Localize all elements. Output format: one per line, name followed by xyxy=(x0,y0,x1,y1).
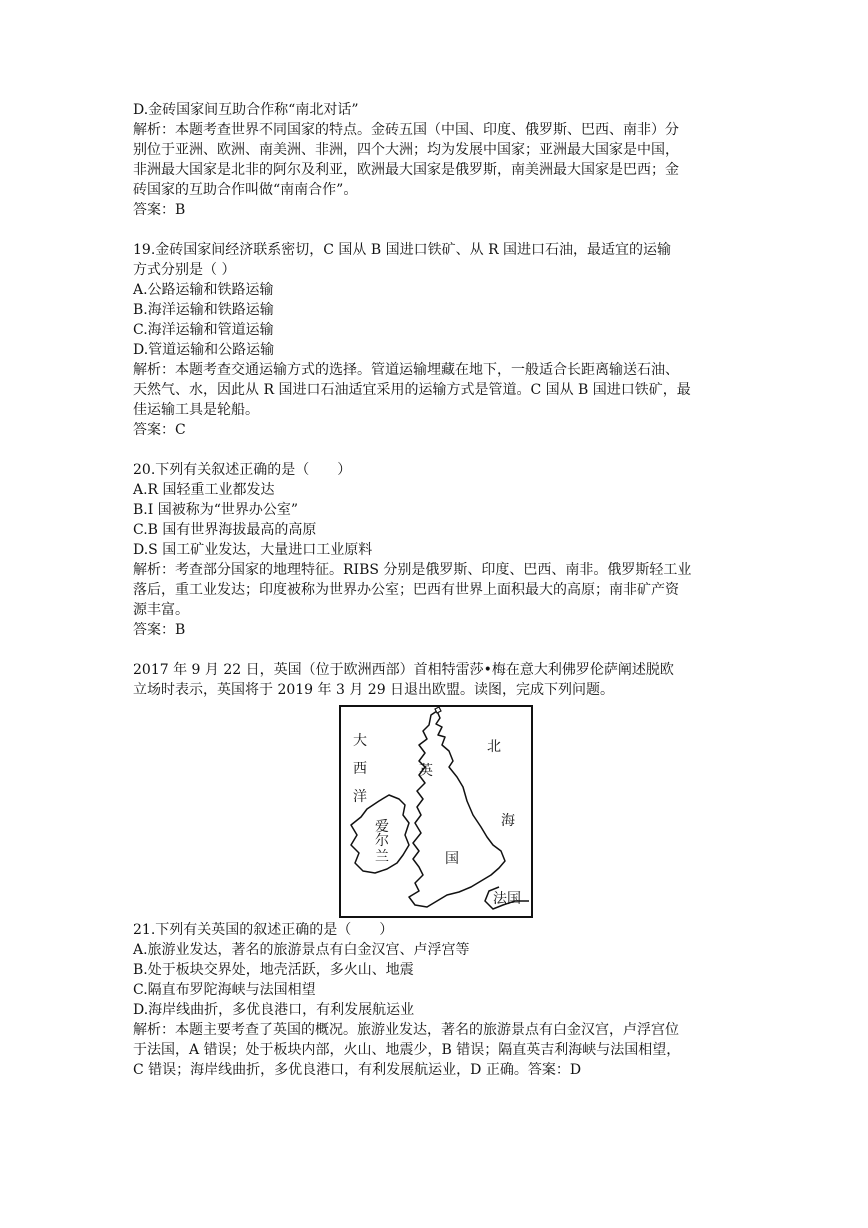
q19-answer: 答案：C xyxy=(133,422,186,438)
q19-analysis-line: 佳运输工具是轮船。 xyxy=(133,402,259,418)
uk-map-figure xyxy=(339,705,533,918)
q20-stem: 20.下列有关叙述正确的是（ ） xyxy=(133,462,352,478)
q19-option-b: B.海洋运输和铁路运输 xyxy=(133,302,274,318)
q18-answer: 答案：B xyxy=(133,202,186,218)
label-france: 法国 xyxy=(493,891,521,907)
label-atlantic: 大 xyxy=(353,733,367,749)
q20-answer: 答案：B xyxy=(133,622,186,638)
q19-analysis-line: 天然气、水，因此从 R 国进口石油适宜采用的运输方式是管道。C 国从 B 国进口铁矿，最 xyxy=(133,382,691,398)
label-atlantic: 西 xyxy=(353,761,367,777)
document-page xyxy=(133,100,753,700)
q18-analysis-line: 解析：本题考查世界不同国家的特点。金砖五国（中国、印度、俄罗斯、巴西、南非）分 xyxy=(133,122,679,138)
label-north-sea: 海 xyxy=(501,813,515,829)
intro-line: 2017 年 9 月 22 日，英国（位于欧洲西部）首相特雷莎•梅在意大利佛罗伦萨阐述脱欧 xyxy=(133,662,674,678)
uk-map xyxy=(339,705,533,918)
q18-analysis-line: 别位于亚洲、欧洲、南美洲、非洲，四个大洲；均为发展中国家；亚洲最大国家是中国， xyxy=(133,142,679,158)
q20-option-a: A.R 国轻重工业都发达 xyxy=(133,482,275,498)
q20-analysis-line: 解析：考查部分国家的地理特征。RIBS 分别是俄罗斯、印度、巴西、南非。俄罗斯轻工业 xyxy=(133,562,692,578)
intro-line: 立场时表示，英国将于 2019 年 3 月 29 日退出欧盟。读图，完成下列问题。 xyxy=(133,682,615,698)
q18-analysis-line: 非洲最大国家是北非的阿尔及利亚，欧洲最大国家是俄罗斯，南美洲最大国家是巴西；金 xyxy=(133,162,679,178)
q20-option-c: C.B 国有世界海拔最高的高原 xyxy=(133,522,317,538)
q21-option-b: B.处于板块交界处，地壳活跃，多火山、地震 xyxy=(133,962,414,978)
q18-option-d: D.金砖国家间互助合作称“南北对话” xyxy=(133,102,359,118)
label-ireland: 兰 xyxy=(375,849,389,865)
isle-north xyxy=(435,707,441,713)
q21-analysis-line: 于法国，A 错误；处于板块内部，火山、地震少，B 错误；隔直英吉利海峡与法国相望， xyxy=(133,1042,681,1058)
q19-option-a: A.公路运输和铁路运输 xyxy=(133,282,274,298)
q21-analysis-line: 解析：本题主要考查了英国的概况。旅游业发达，著名的旅游景点有白金汉宫，卢浮宫位 xyxy=(133,1022,679,1038)
q21-analysis-line: C 错误；海岸线曲折，多优良港口，有利发展航运业，D 正确。答案：D xyxy=(133,1062,582,1078)
q20-analysis-line: 落后，重工业发达；印度被称为世界办公室；巴西有世界上面积最大的高原；南非矿产资 xyxy=(133,582,679,598)
q19-stem: 方式分别是（ ） xyxy=(133,262,236,278)
q21-option-a: A.旅游业发达，著名的旅游景点有白金汉宫、卢浮宫等 xyxy=(133,942,470,958)
label-uk: 国 xyxy=(445,851,459,867)
q21-stem: 21.下列有关英国的叙述正确的是（ ） xyxy=(133,922,394,938)
q19-stem: 19.金砖国家间经济联系密切，C 国从 B 国进口铁矿、从 R 国进口石油，最适宜的运输 xyxy=(133,242,672,258)
label-ireland: 尔 xyxy=(375,833,389,849)
q19-analysis-line: 解析：本题考查交通运输方式的选择。管道运输埋藏在地下，一般适合长距离输送石油、 xyxy=(133,362,679,378)
q21-option-c: C.隔直布罗陀海峡与法国相望 xyxy=(133,982,316,998)
label-uk: 英 xyxy=(419,763,433,779)
label-atlantic: 洋 xyxy=(353,789,367,805)
q20-option-b: B.I 国被称为“世界办公室” xyxy=(133,502,299,518)
document-page-continued xyxy=(133,920,753,1080)
q20-option-d: D.S 国工矿业发达，大量进口工业原料 xyxy=(133,542,373,558)
label-north-sea: 北 xyxy=(487,739,501,755)
q19-option-c: C.海洋运输和管道运输 xyxy=(133,322,274,338)
q20-analysis-line: 源丰富。 xyxy=(133,602,189,618)
label-ireland: 爱 xyxy=(375,819,389,835)
q18-analysis-line: 砖国家的互助合作叫做“南南合作”。 xyxy=(133,182,358,198)
q21-option-d: D.海岸线曲折，多优良港口，有利发展航运业 xyxy=(133,1002,415,1018)
q19-option-d: D.管道运输和公路运输 xyxy=(133,342,275,358)
